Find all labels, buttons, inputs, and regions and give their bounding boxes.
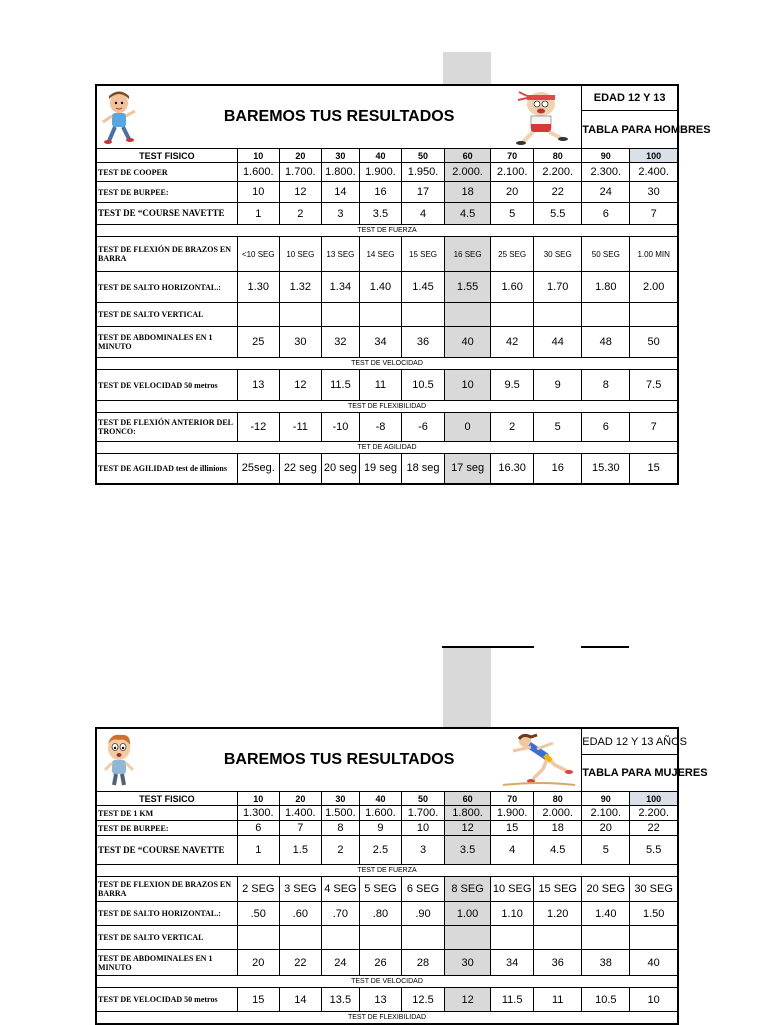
table-cell <box>237 303 279 327</box>
row-label: TEST DE ABDOMINALES EN 1 MINUTO <box>96 950 237 976</box>
col-header: 40 <box>359 149 401 163</box>
table-cell: 14 <box>279 988 321 1012</box>
section-heading: TEST DE FLEXIBILIDAD <box>96 1012 678 1025</box>
table-cell <box>534 926 582 950</box>
table-cell: 9 <box>534 370 582 401</box>
row-label: TEST DE AGILIDAD test de illinions <box>96 454 237 484</box>
table-cell: 15 SEG <box>534 877 582 902</box>
table-cell: 2.000. <box>534 806 582 821</box>
section-heading: TET DE AGILIDAD <box>96 442 678 454</box>
table-row-abdominales <box>96 950 678 976</box>
table-cell: 13.5 <box>321 988 359 1012</box>
table-cell: .60 <box>279 902 321 926</box>
section-row-fuerza <box>96 865 678 877</box>
table-row-velocidad <box>96 370 678 401</box>
col-header: 70 <box>491 149 534 163</box>
table-cell: 20 seg <box>321 454 359 484</box>
table-cell: 40 <box>630 950 678 976</box>
table-cell: 2 <box>279 203 321 225</box>
table-cell: 3.5 <box>445 836 491 865</box>
divider-line-left <box>442 646 534 648</box>
table-row-flexion-barra <box>96 877 678 902</box>
col-header: 60 <box>445 149 491 163</box>
table-row-salto-vertical <box>96 926 678 950</box>
col-header-label: TEST FISICO <box>96 792 237 806</box>
col-header: 30 <box>321 792 359 806</box>
table-cell: 10 SEG <box>279 237 321 272</box>
table-cell: 30 SEG <box>534 237 582 272</box>
table-cell: 10 <box>630 988 678 1012</box>
table-cell: 10 <box>237 182 279 203</box>
table-cell: 10.5 <box>582 988 630 1012</box>
table-cell: 1.10 <box>491 902 534 926</box>
section-row-velocidad <box>96 358 678 370</box>
table-cell: 1.32 <box>279 272 321 303</box>
table-cell: 18 <box>445 182 491 203</box>
col-header: 100 <box>630 149 678 163</box>
table-cell: 12 <box>279 182 321 203</box>
table-cell: 1.20 <box>534 902 582 926</box>
row-label: TEST DE “COURSE NAVETTE <box>96 836 237 865</box>
table-cell <box>237 926 279 950</box>
table-cell: 1.800. <box>445 806 491 821</box>
table-cell: 8 <box>321 821 359 836</box>
table-row-navette <box>96 836 678 865</box>
col-header: 90 <box>582 792 630 806</box>
worried-boy-clipart-icon <box>99 732 139 788</box>
table-cell: 10 <box>401 821 444 836</box>
table-row-abdominales <box>96 327 678 358</box>
table-cell: 20 SEG <box>582 877 630 902</box>
table-cell: 6 <box>582 203 630 225</box>
table-cell: 18 seg <box>401 454 444 484</box>
table-cell: 24 <box>582 182 630 203</box>
table-cell: 24 <box>321 950 359 976</box>
table-cell: 40 <box>445 327 491 358</box>
title-row <box>96 728 678 755</box>
row-label: TEST DE VELOCIDAD 50 metros <box>96 988 237 1012</box>
table-row-salto-horizontal <box>96 902 678 926</box>
table-cell: 2 <box>491 413 534 442</box>
table-cell: 17 seg <box>445 454 491 484</box>
table-title: BAREMOS TUS RESULTADOS <box>223 751 455 768</box>
table-cell: 1.55 <box>445 272 491 303</box>
column-header-row <box>96 149 678 163</box>
table-row-flexion-barra <box>96 237 678 272</box>
table-cell: 10.5 <box>401 370 444 401</box>
table-cell: 5.5 <box>534 203 582 225</box>
table-cell: 28 <box>401 950 444 976</box>
table-cell: 1.300. <box>237 806 279 821</box>
baremo-table-hombres <box>95 84 711 485</box>
col-header: 50 <box>401 149 444 163</box>
table-cell <box>491 303 534 327</box>
col-header: 90 <box>582 149 630 163</box>
table-cell: 11.5 <box>491 988 534 1012</box>
table-cell: 34 <box>491 950 534 976</box>
table-cell <box>534 303 582 327</box>
table-row-velocidad <box>96 988 678 1012</box>
table-cell: 2.5 <box>359 836 401 865</box>
table-cell: .80 <box>359 902 401 926</box>
section-row-agilidad <box>96 442 678 454</box>
table-cell: <10 SEG <box>237 237 279 272</box>
table-cell: 38 <box>582 950 630 976</box>
col-header: 70 <box>491 792 534 806</box>
table-cell: 2.100. <box>582 806 630 821</box>
table-cell: .70 <box>321 902 359 926</box>
table-cell: 30 SEG <box>630 877 678 902</box>
table-cell: 2.100. <box>491 163 534 182</box>
table-cell: -6 <box>401 413 444 442</box>
table-row-salto-vertical <box>96 303 678 327</box>
table-cell: 30 <box>445 950 491 976</box>
table-cell: 5.5 <box>630 836 678 865</box>
table-cell: 5 SEG <box>359 877 401 902</box>
table-row-navette <box>96 203 678 225</box>
table-cell: 1.00 <box>445 902 491 926</box>
table-cell: 11.5 <box>321 370 359 401</box>
table-cell: 14 <box>321 182 359 203</box>
baremo-table-mujeres <box>95 727 708 1025</box>
col-header: 100 <box>630 792 678 806</box>
table-cell: 13 <box>237 370 279 401</box>
col-header: 40 <box>359 792 401 806</box>
table-cell: 48 <box>582 327 630 358</box>
table-cell: .50 <box>237 902 279 926</box>
edad-cell: EDAD 12 Y 13 AÑOS <box>582 728 678 755</box>
col-header: 80 <box>534 149 582 163</box>
table-cell: 2.00 <box>630 272 678 303</box>
table-cell: 20 <box>237 950 279 976</box>
table-cell: 30 <box>279 327 321 358</box>
table-cell: 8 SEG <box>445 877 491 902</box>
jogging-man-clipart-icon <box>507 88 575 146</box>
row-label: TEST DE BURPEE: <box>96 182 237 203</box>
table-cell: 3 <box>321 203 359 225</box>
table-cell: 1.40 <box>359 272 401 303</box>
table-cell: -8 <box>359 413 401 442</box>
section-row-fuerza <box>96 225 678 237</box>
table-row-km <box>96 806 678 821</box>
tabla-cell: TABLA PARA MUJERES <box>582 755 678 792</box>
table-cell: 15 SEG <box>401 237 444 272</box>
table-cell: 16.30 <box>491 454 534 484</box>
table-cell <box>630 303 678 327</box>
table-cell: 1.50 <box>630 902 678 926</box>
table-cell: 26 <box>359 950 401 976</box>
row-label: TEST DE FLEXION DE BRAZOS EN BARRA <box>96 877 237 902</box>
table-cell: 11 <box>359 370 401 401</box>
table-cell: 1.70 <box>534 272 582 303</box>
table-cell <box>401 926 444 950</box>
table-cell: 7 <box>630 203 678 225</box>
table-cell: 3 <box>401 836 444 865</box>
tabla-cell: TABLA PARA HOMBRES <box>582 111 678 149</box>
table-cell: 25 SEG <box>491 237 534 272</box>
table-cell: 15 <box>237 988 279 1012</box>
edad-cell: EDAD 12 Y 13 <box>582 85 678 111</box>
table-cell: 15 <box>491 821 534 836</box>
table-title: BAREMOS TUS RESULTADOS <box>223 108 455 125</box>
table-cell: 12 <box>279 370 321 401</box>
table-cell: 6 SEG <box>401 877 444 902</box>
table-cell: 12 <box>445 821 491 836</box>
table-cell: 2.300. <box>582 163 630 182</box>
table-cell <box>445 303 491 327</box>
table-cell: 36 <box>401 327 444 358</box>
table-cell: 22 <box>630 821 678 836</box>
table-cell: 22 seg <box>279 454 321 484</box>
table-cell: 1.900. <box>359 163 401 182</box>
col-header-label: TEST FISICO <box>96 149 237 163</box>
col-header: 50 <box>401 792 444 806</box>
table-cell: 8 <box>582 370 630 401</box>
table-cell: 15 <box>630 454 678 484</box>
table-cell: 44 <box>534 327 582 358</box>
col-header: 10 <box>237 792 279 806</box>
table-cell: 36 <box>534 950 582 976</box>
row-label: TEST DE BURPEE: <box>96 821 237 836</box>
section-heading: TEST DE FUERZA <box>96 225 678 237</box>
title-row <box>96 85 678 111</box>
table-cell: 22 <box>279 950 321 976</box>
table-cell: 50 SEG <box>582 237 630 272</box>
row-label: TEST DE SALTO HORIZONTAL.: <box>96 902 237 926</box>
table-cell: 11 <box>534 988 582 1012</box>
table-cell: 1.30 <box>237 272 279 303</box>
section-row-velocidad <box>96 976 678 988</box>
table-cell: 20 <box>582 821 630 836</box>
table-cell: 13 SEG <box>321 237 359 272</box>
title-cell <box>96 85 582 149</box>
row-label: TEST DE 1 KM <box>96 806 237 821</box>
table-cell: 1 <box>237 203 279 225</box>
table-cell: 7 <box>630 413 678 442</box>
table-cell: 1.34 <box>321 272 359 303</box>
table-cell <box>582 303 630 327</box>
table-cell: 13 <box>359 988 401 1012</box>
table-cell <box>321 303 359 327</box>
table-cell: 4 <box>401 203 444 225</box>
table-cell: 2 SEG <box>237 877 279 902</box>
col-header: 10 <box>237 149 279 163</box>
table-cell <box>630 926 678 950</box>
running-boy-clipart-icon <box>99 89 139 145</box>
table-row-salto-horizontal <box>96 272 678 303</box>
table-row-burpee <box>96 821 678 836</box>
row-label: TEST DE SALTO VERTICAL <box>96 926 237 950</box>
table-cell: 14 SEG <box>359 237 401 272</box>
table-cell <box>359 303 401 327</box>
table-cell: 7 <box>279 821 321 836</box>
table-cell: 1.80 <box>582 272 630 303</box>
row-label: TEST DE ABDOMINALES EN 1 MINUTO <box>96 327 237 358</box>
section-heading: TEST DE VELOCIDAD <box>96 976 678 988</box>
table-cell: -11 <box>279 413 321 442</box>
table-cell: 12 <box>445 988 491 1012</box>
table-cell: 15.30 <box>582 454 630 484</box>
section-heading: TEST DE VELOCIDAD <box>96 358 678 370</box>
table-cell: 2.400. <box>630 163 678 182</box>
table-cell: 2.200. <box>534 163 582 182</box>
table-cell: 1.600. <box>359 806 401 821</box>
table-cell: 5 <box>534 413 582 442</box>
table-cell: 25 <box>237 327 279 358</box>
table-cell: 0 <box>445 413 491 442</box>
table-cell: 16 SEG <box>445 237 491 272</box>
table-cell: 1.600. <box>237 163 279 182</box>
table-cell: 3.5 <box>359 203 401 225</box>
section-heading: TEST DE FLEXIBILIDAD <box>96 401 678 413</box>
highlight-column-strip-bottom <box>443 648 491 730</box>
table-cell: 10 SEG <box>491 877 534 902</box>
table-cell: 17 <box>401 182 444 203</box>
table-cell <box>445 926 491 950</box>
table-cell: 32 <box>321 327 359 358</box>
table-cell <box>582 926 630 950</box>
table-cell: 10 <box>445 370 491 401</box>
table-cell: .90 <box>401 902 444 926</box>
table-cell: 34 <box>359 327 401 358</box>
row-label: TEST DE “COURSE NAVETTE <box>96 203 237 225</box>
table-cell: 50 <box>630 327 678 358</box>
row-label: TEST DE SALTO HORIZONTAL.: <box>96 272 237 303</box>
table-row-agilidad <box>96 454 678 484</box>
table-cell <box>359 926 401 950</box>
row-label: TEST DE FLEXIÓN ANTERIOR DEL TRONCO: <box>96 413 237 442</box>
table-cell: 25seg. <box>237 454 279 484</box>
col-header: 30 <box>321 149 359 163</box>
table-cell: 16 <box>359 182 401 203</box>
table-row-cooper <box>96 163 678 182</box>
table-cell: 1.60 <box>491 272 534 303</box>
table-cell <box>321 926 359 950</box>
table-cell: 4 SEG <box>321 877 359 902</box>
table-cell: 6 <box>582 413 630 442</box>
section-heading: TEST DE FUERZA <box>96 865 678 877</box>
col-header: 20 <box>279 149 321 163</box>
table-cell: 19 seg <box>359 454 401 484</box>
table-cell: 4.5 <box>534 836 582 865</box>
table-row-burpee <box>96 182 678 203</box>
table-cell: 12.5 <box>401 988 444 1012</box>
table-cell: 5 <box>491 203 534 225</box>
table-cell: 1.40 <box>582 902 630 926</box>
table-cell <box>401 303 444 327</box>
table-cell: 42 <box>491 327 534 358</box>
col-header: 80 <box>534 792 582 806</box>
table-cell: 1.500. <box>321 806 359 821</box>
table-cell: 2.200. <box>630 806 678 821</box>
table-cell: 16 <box>534 454 582 484</box>
table-cell: 1.5 <box>279 836 321 865</box>
table-cell: 30 <box>630 182 678 203</box>
section-row-flexibilidad <box>96 1012 678 1025</box>
col-header: 60 <box>445 792 491 806</box>
table-cell: 4 <box>491 836 534 865</box>
table-cell: -10 <box>321 413 359 442</box>
table-cell <box>279 303 321 327</box>
table-cell: 1.900. <box>491 806 534 821</box>
table-cell: 22 <box>534 182 582 203</box>
table-cell: 1.00 MIN <box>630 237 678 272</box>
table-cell: -12 <box>237 413 279 442</box>
section-row-flexibilidad <box>96 401 678 413</box>
table-cell: 9.5 <box>491 370 534 401</box>
table-cell: 1.700. <box>401 806 444 821</box>
table-cell: 6 <box>237 821 279 836</box>
title-cell <box>96 728 582 792</box>
table-cell: 3 SEG <box>279 877 321 902</box>
table-cell: 1.400. <box>279 806 321 821</box>
table-cell <box>279 926 321 950</box>
table-cell: 2 <box>321 836 359 865</box>
row-label: TEST DE SALTO VERTICAL <box>96 303 237 327</box>
table-cell: 1.800. <box>321 163 359 182</box>
row-label: TEST DE COOPER <box>96 163 237 182</box>
row-label: TEST DE FLEXIÓN DE BRAZOS EN BARRA <box>96 237 237 272</box>
column-header-row <box>96 792 678 806</box>
highlight-column-strip-top <box>443 52 491 86</box>
table-cell: 4.5 <box>445 203 491 225</box>
table-cell: 5 <box>582 836 630 865</box>
col-header: 20 <box>279 792 321 806</box>
long-jump-girl-clipart-icon <box>503 731 575 787</box>
table-cell: 1 <box>237 836 279 865</box>
table-cell <box>491 926 534 950</box>
table-cell: 1.950. <box>401 163 444 182</box>
table-cell: 1.45 <box>401 272 444 303</box>
table-cell: 20 <box>491 182 534 203</box>
table-cell: 7.5 <box>630 370 678 401</box>
table-row-flexion-tronco <box>96 413 678 442</box>
table-cell: 2.000. <box>445 163 491 182</box>
row-label: TEST DE VELOCIDAD 50 metros <box>96 370 237 401</box>
table-cell: 1.700. <box>279 163 321 182</box>
table-cell: 9 <box>359 821 401 836</box>
divider-line-right <box>581 646 629 648</box>
table-cell: 18 <box>534 821 582 836</box>
